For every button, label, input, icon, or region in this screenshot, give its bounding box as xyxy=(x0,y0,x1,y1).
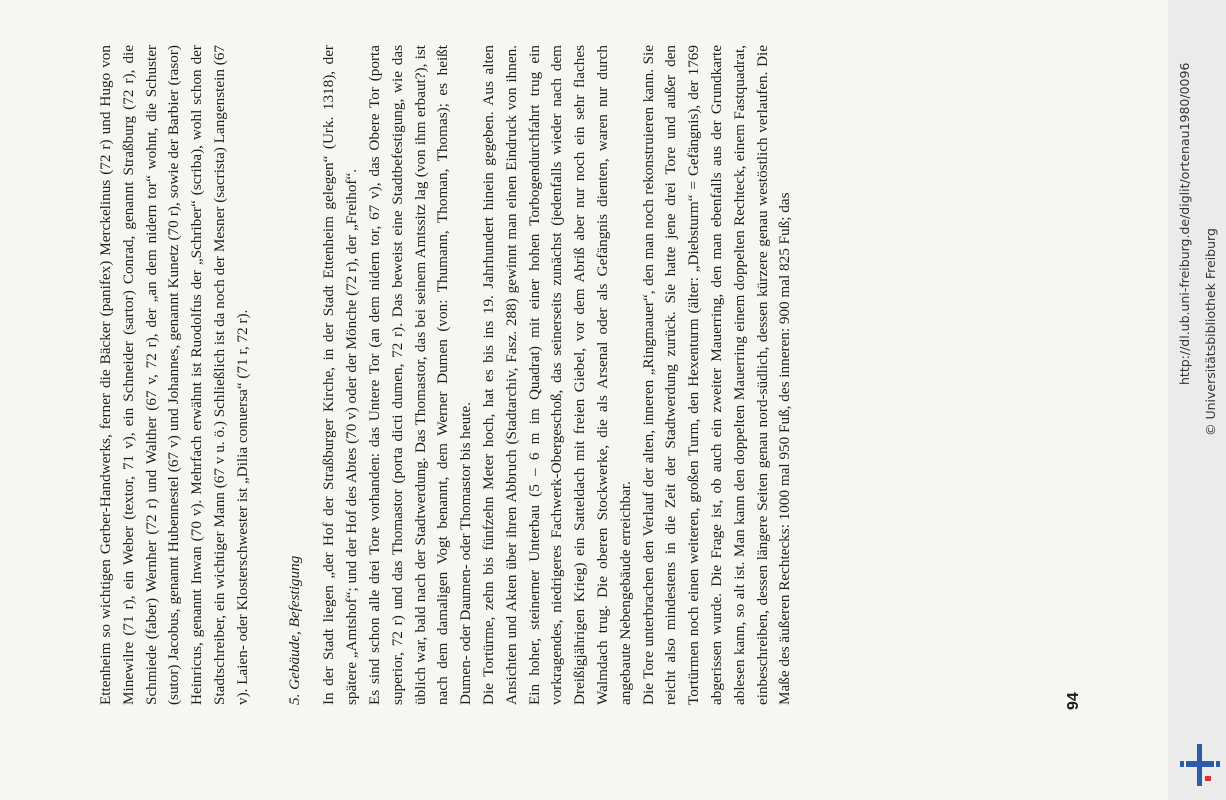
page-number: 94 xyxy=(1065,692,1082,710)
page-number-container xyxy=(1065,688,1087,718)
source-url-link[interactable]: http://dl.ub.uni-freiburg.de/diglit/ortenau1980/0096 xyxy=(1177,62,1192,385)
paragraph-courts: In der Stadt liegen „der Hof der Straßburger Kirche, in der Stadt Ettenheim gelegen“ (Urk. 1318), der spätere „Amtshof“; und der Hof des Abtes (70 v) oder der Mönche (72 r), der „Freihof“. xyxy=(320,45,361,705)
paragraph-ringwall: Die Tore unterbrachen den Verlauf der alten, inneren „Ringmauer“, den man noch rekonstruieren kann. Sie reicht also mindestens in die Zeit der Stadtwerdung zurück. Sie hatte jene drei Tore und außer den Tortürmen noch einen weiteren, großen Turm, den Hexenturm (älter: „Diebsturm“ = Gefängnis), der 1769 abgerissen wurde. Die Frage ist, ob auch ein zweiter Mauerring, den man ebenfalls aus der Grundkarte ablesen kann, so alt ist. Man kann den doppelten Mauerring einem doppelten Rechteck, einem Fastquadrat, einbeschreiben, dessen längere Seiten genau nord-südlich, dessen kürzere genau westöstlich verlaufen. Die Maße des äußeren Rechtecks: 1000 mal 950 Fuß, des inneren: 900 mal 825 Fuß; das xyxy=(639,45,794,705)
copyright-notice: © Universitätsbibliothek Freiburg xyxy=(1203,228,1218,436)
paragraph-towers: Die Tortürme, zehn bis fünfzehn Meter hoch, hat es bis ins 19. Jahrhundert hinein gegeben. Aus alten Ansichten und Akten über ihren Abbruch (Stadtarchiv, Fasz. 288) gewinnt man einen Eindruck von ihnen. Ein hoher, steinerner Unterbau (5 – 6 m im Quadrat) mit einer hohen Torbogendurchfahrt trug ein vorkragendes, niedrigeres Fachwerk-Obergeschoß, das seinerseits zunächst (jedenfalls wieder nach dem Dreißigjährigen Krieg) ein Satteldach mit freien Giebel, vor dem Abriß aber nur noch ein sehr flaches Walmdach trug. Die oberen Stockwerke, die als Arsenal oder als Gefängnis dienten, waren nur durch angebaute Nebengebäude erreichbar. xyxy=(479,45,634,705)
ub-freiburg-logo-icon xyxy=(1180,744,1220,786)
rotated-text-block xyxy=(95,45,1095,705)
paragraph-gates: Es sind schon alle drei Tore vorhanden: das Untere Tor (an dem nidern tor, 67 v), das Obere Tor (porta superior, 72 r) und das Thomastor (porta dicti dumen, 72 r). Das beweist eine Stadtbefestigung, wie das üblich war, bald nach der Stadtwerdung. Das Thomastor, das bei seinem Amtssitz lag (von ihm erbaut?), ist nach dem damaligen Vogt benannt, dem Werner Dumen (von: Thumann, Thoman, Thomas); es heißt Dumen- oder Daumen- oder Thomastor bis heute. xyxy=(365,45,475,705)
section-heading: 5. Gebäude, Befestigung xyxy=(285,555,303,705)
paragraph-craftsmen: Ettenheim so wichtigen Gerber-Handwerks, ferner die Bäcker (panifex) Merckelinus (72 r) und Hugo von Minewilre (71 r), ein Weber (textor, 71 v), ein Schneider (sartor) Conrad, genannt Straßburg (72 r), die Schmiede (faber) Wernher (72 r) und Walther (67 v, 72 r), der „an dem nidern tor“ wohnt, die Schuster (sutor) Jacobus, genannt Hubennestel (67 v) und Johannes, genannt Kunetz (70 r), sowie der Barbier (rasor) Heinricus, genannt Inwan (70 v). Mehrfach erwähnt ist Ruodolfus der „Schriber“ (scriba), wohl schon der Stadtschreiber, ein wichtiger Mann (67 v u. ö.) Schließlich ist da noch der Mesner (sacrista) Langenstein (67 v). Laien- oder Klosterschwester ist „Dilia conuersa“ (71 r, 72 r). xyxy=(97,45,251,705)
